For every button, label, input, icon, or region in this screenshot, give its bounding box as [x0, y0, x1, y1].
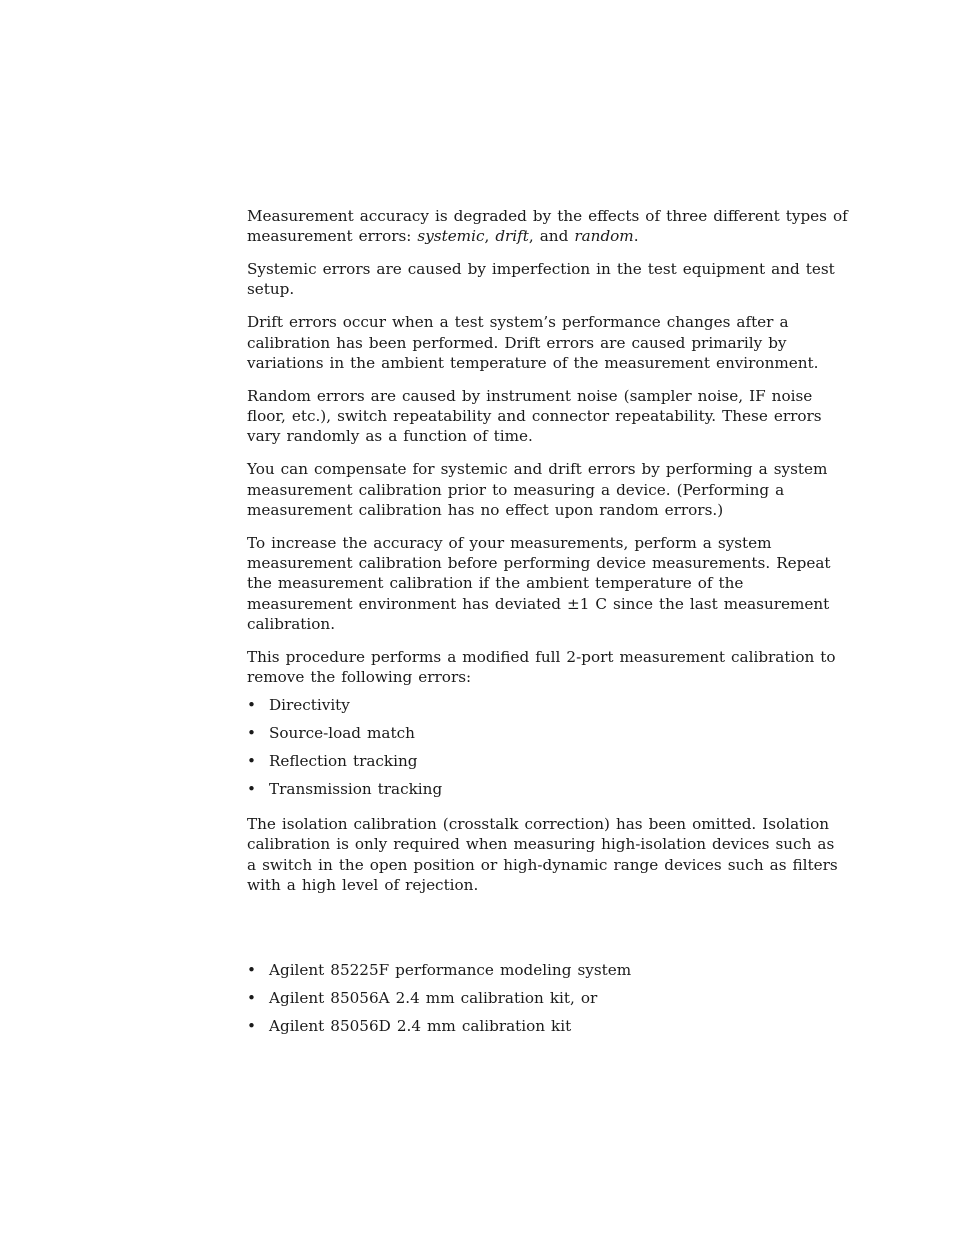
sentence-end: . — [633, 227, 639, 246]
error-list — [247, 695, 849, 807]
list-item-text: Agilent 85225F performance modeling system — [269, 960, 632, 979]
systemic-errors-paragraph: Systemic errors are caused by imperfection in the test equipment and test setup. — [247, 260, 835, 299]
separator: , and — [528, 227, 575, 246]
list-item-text: Agilent 85056A 2.4 mm calibration kit, or — [269, 988, 598, 1007]
list-item-text: Source-load match — [269, 724, 415, 743]
list-item — [247, 1016, 849, 1044]
bullet-icon: • — [247, 1016, 256, 1035]
drift-errors-paragraph: Drift errors occur when a test system’s performance changes after a calibration has been performed. Drift errors are caused primarily by variations in the ambient temperature of the measurement environment. — [247, 313, 819, 372]
intro-text: Measurement accuracy is degraded by the effects of three different types of measurement errors: — [247, 207, 848, 246]
list-item — [247, 751, 849, 779]
increase-accuracy-paragraph: To increase the accuracy of your measurements, perform a system measurement calibration before performing device measurements. Repeat the measurement calibration if the ambient temperature of the measurement environment has deviated ±1 C since the last measurement calibration. — [247, 533, 831, 634]
bullet-icon: • — [247, 724, 256, 743]
procedure-paragraph: This procedure performs a modified full 2-port measurement calibration to remove the following errors: — [247, 647, 836, 687]
section-gap — [247, 908, 849, 965]
list-item — [247, 988, 849, 1016]
compensate-paragraph: You can compensate for systemic and drift errors by performing a system measurement calibration prior to measuring a device. (Performing a measurement calibration has no effect upon random errors.) — [247, 460, 828, 519]
list-item-text: Reflection tracking — [269, 752, 418, 771]
bullet-icon: • — [247, 696, 256, 715]
list-item-text: Agilent 85056D 2.4 mm calibration kit — [269, 1016, 572, 1035]
isolation-paragraph: The isolation calibration (crosstalk correction) has been omitted. Isolation calibration is only required when measuring high-isolation devices such as a switch in the open position or high-dynamic range devices such as filters with a high level of rejection. — [247, 815, 838, 894]
term-drift: drift — [495, 227, 529, 246]
list-item — [247, 779, 849, 807]
list-item — [247, 695, 849, 723]
list-item — [247, 723, 849, 751]
separator: , — [484, 227, 496, 246]
bullet-icon: • — [247, 960, 256, 979]
bullet-icon: • — [247, 752, 256, 771]
list-item — [247, 960, 849, 988]
equipment-list — [247, 960, 849, 1044]
random-errors-paragraph: Random errors are caused by instrument noise (sampler noise, IF noise floor, etc.), switch repeatability and connector repeatability. These errors vary randomly as a function of time. — [247, 386, 822, 446]
document-body — [247, 206, 849, 1051]
intro-paragraph — [247, 206, 849, 247]
list-item-text: Directivity — [269, 696, 350, 715]
term-random: random — [574, 227, 634, 246]
term-systemic: systemic — [417, 227, 485, 246]
bullet-icon: • — [247, 780, 256, 799]
list-item-text: Transmission tracking — [269, 780, 443, 799]
bullet-icon: • — [247, 988, 256, 1007]
